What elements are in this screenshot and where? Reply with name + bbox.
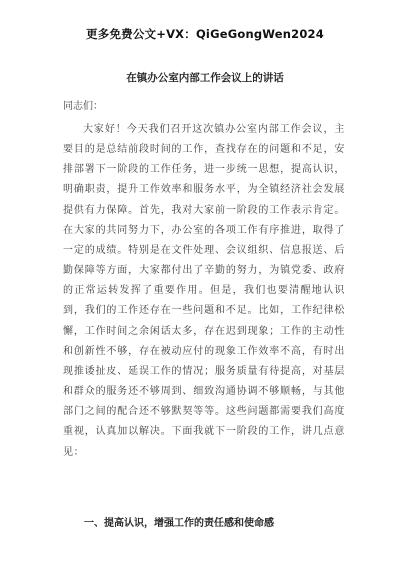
salutation: 同志们： — [63, 101, 103, 112]
body-paragraph: 大家好！今天我们召开这次镇办公室内部工作会议，主要目的是总结前段时间的工作，查找存在的问题和不足，安排部署下一阶段的工作任务，进一步统一思想，提高认识，明确职责，提升工作效率和服务水平，为全镇经济社会发展提供有力保障。首先，我对大家前一阶段的工作表示肯定。在大家的共同努力下，办公室的各项工作有序推进，取得了一定的成绩。特别是在文件处理、会议组织、信息报送、后勤保障等方面，大家都付出了辛勤的努力，为镇党委、政府的正常运转发挥了重要作用。但是，我们也要清醒地认识到，我们的工作还存在一些问题和不足。比如，工作纪律松懈，工作时间之余闲话太多，存在迟到现象；工作的主动性和创新性不够，存在被动应付的现象工作效率不高，有时出现推诿扯皮、延误工作的情况；服务质量有待提高，对基层和群众的服务还不够周到、细致沟通协调不够顺畅，与其他部门之间的配合还不够默契等等。这些问题都需要我们高度重视，认真加以解决。下面我就下一阶段的工作，讲几点意见： — [63, 124, 345, 458]
document-title: 在镇办公室内部工作会议上的讲话 — [126, 72, 284, 84]
section-heading: 一、提高认识，增强工作的责任感和使命感 — [84, 518, 274, 529]
promo-header: 更多免费公文+VX：QiGeGongWen2024 — [86, 27, 324, 41]
